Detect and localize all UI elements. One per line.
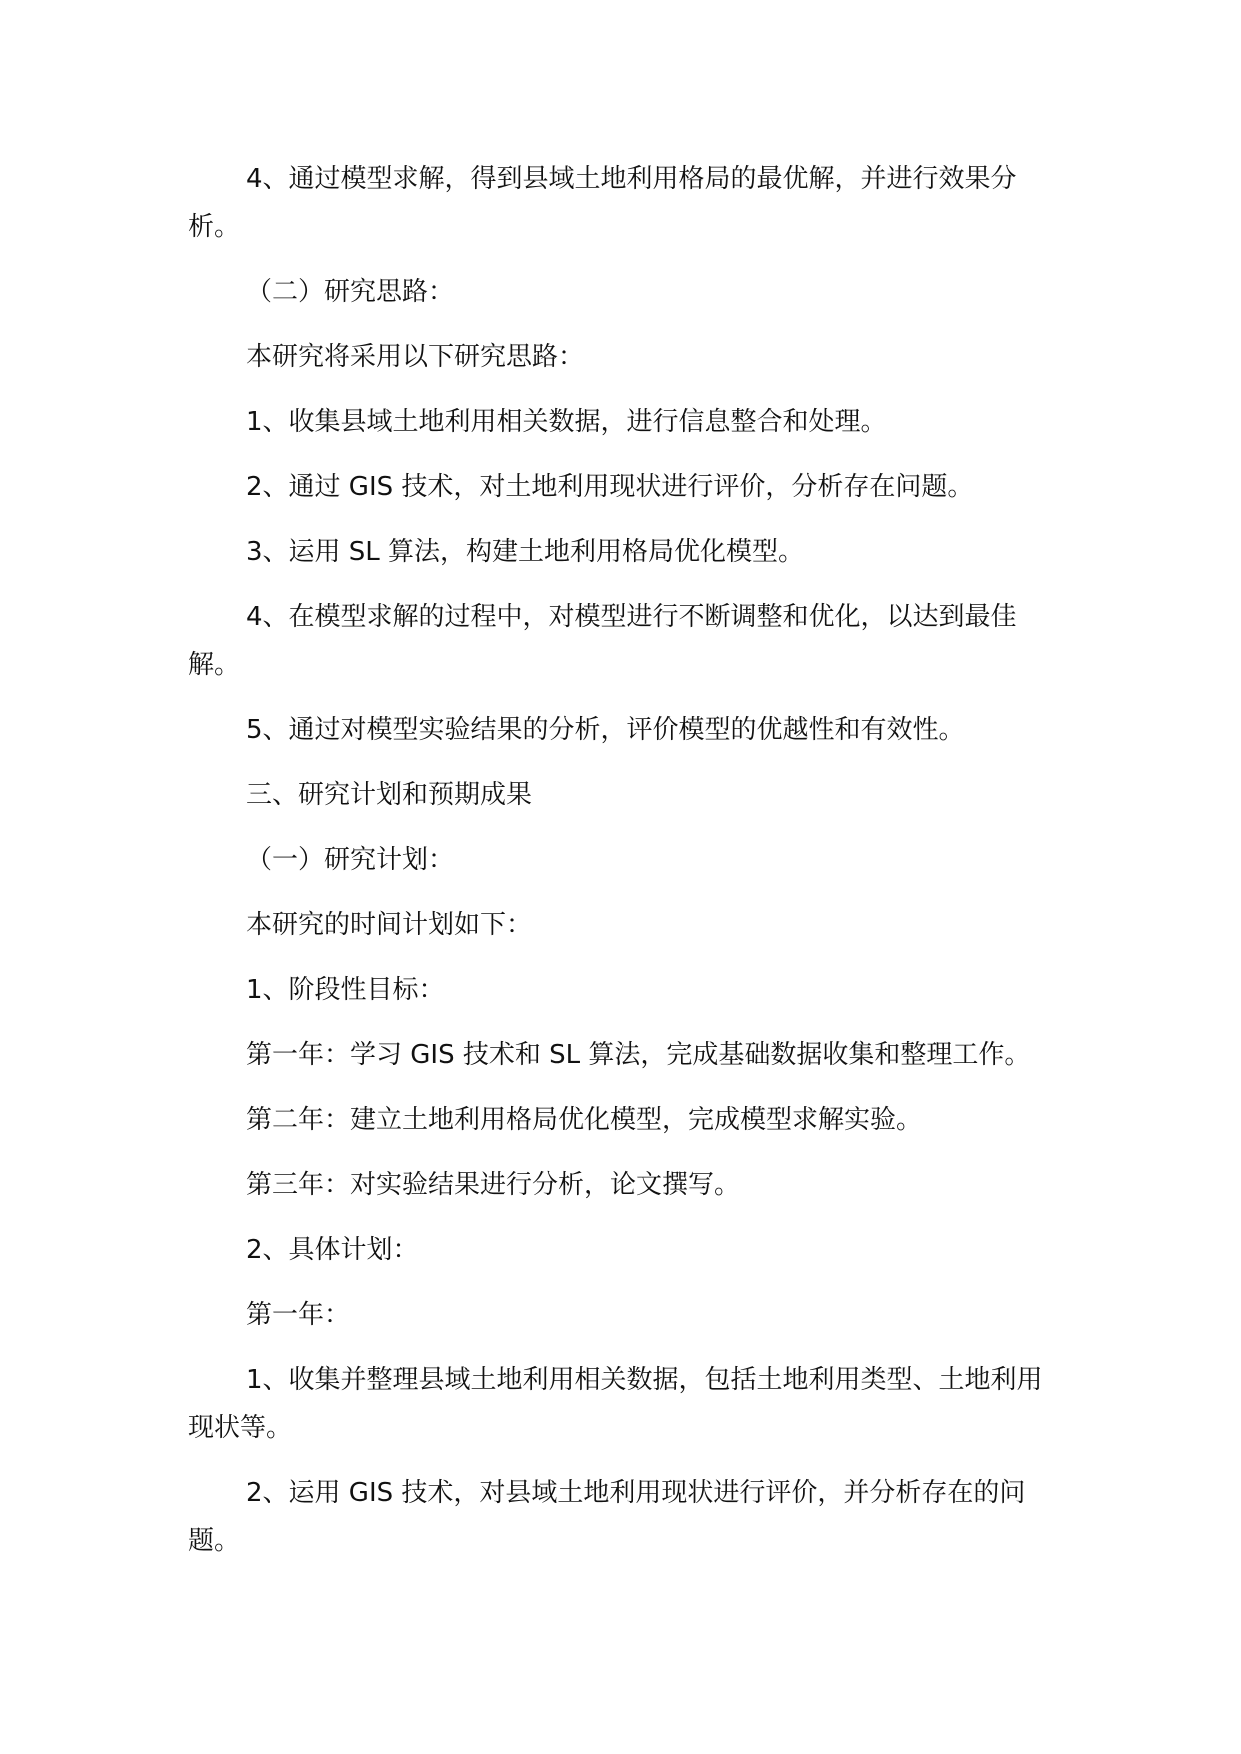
section-heading-plan-results: 三、研究计划和预期成果 [246,780,533,810]
paragraph-year-1: 第一年：学习 GIS 技术和 SL 算法，完成基础数据收集和整理工作。 [246,1040,1031,1070]
paragraph-first-year-task-1: 1、收集并整理县域土地利用相关数据，包括土地利用类型、土地利用现状等。 [188,1365,1043,1443]
paragraph-research-approach-heading: （二）研究思路： [246,277,455,307]
paragraph-specific-plan: 2、具体计划： [246,1235,419,1265]
paragraph-timeline-intro: 本研究的时间计划如下： [246,910,533,940]
paragraph-year-3: 第三年：对实验结果进行分析，论文撰写。 [246,1170,741,1200]
paragraph-stage-goals: 1、阶段性目标： [246,975,445,1005]
paragraph-approach-4: 4、在模型求解的过程中，对模型进行不断调整和优化，以达到最佳解。 [188,602,1017,680]
paragraph-approach-3: 3、运用 SL 算法，构建土地利用格局优化模型。 [246,537,805,567]
document-body [188,155,1054,1582]
paragraph-first-year-task-2: 2、运用 GIS 技术，对县域土地利用现状进行评价，并分析存在的问题。 [188,1478,1026,1556]
paragraph-approach-1: 1、收集县域土地利用相关数据，进行信息整合和处理。 [246,407,887,437]
paragraph-model-solution: 4、通过模型求解，得到县域土地利用格局的最优解，并进行效果分析。 [188,164,1017,242]
paragraph-research-plan-heading: （一）研究计划： [246,845,455,875]
paragraph-first-year-heading: 第一年： [246,1300,351,1330]
paragraph-year-2: 第二年：建立土地利用格局优化模型，完成模型求解实验。 [246,1105,923,1135]
paragraph-approach-2: 2、通过 GIS 技术，对土地利用现状进行评价，分析存在问题。 [246,472,974,502]
paragraph-approach-5: 5、通过对模型实验结果的分析，评价模型的优越性和有效性。 [246,715,965,745]
paragraph-approach-intro: 本研究将采用以下研究思路： [246,342,585,372]
